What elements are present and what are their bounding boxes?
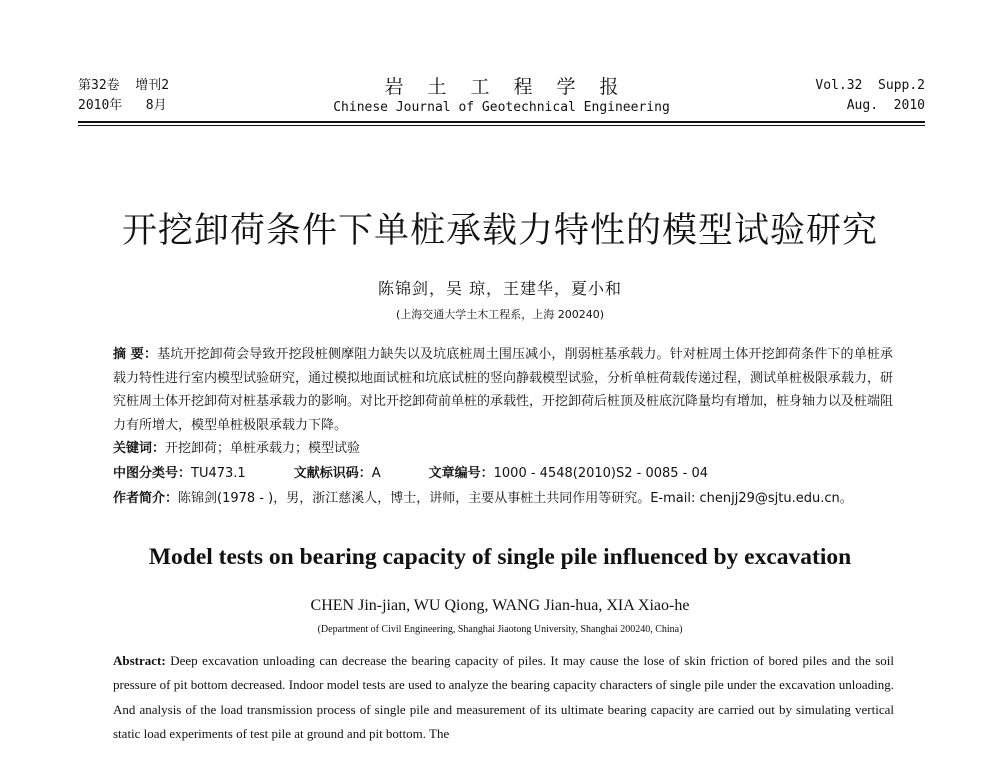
date-en: Aug. 2010 bbox=[846, 98, 925, 113]
article-no-value: 1000 - 4548(2010)S2 - 0085 - 04 bbox=[493, 466, 709, 481]
running-header bbox=[78, 76, 925, 118]
abstract-cn bbox=[113, 343, 893, 437]
authors-en: CHEN Jin-jian, WU Qiong, WANG Jian-hua, XIA Xiao-he bbox=[310, 597, 690, 614]
doc-code-label: 文献标识码： bbox=[293, 466, 372, 481]
bio-label: 作者简介： bbox=[113, 491, 179, 506]
doc-code-value: A bbox=[371, 466, 381, 481]
abstract-text-cn: 基坑开挖卸荷会导致开挖段桩侧摩阻力缺失以及坑底桩周土围压减小，削弱桩基承载力。针对桩周土体开挖卸荷条件下的单桩承载力特性进行室内模型试验研究，通过模拟地面试桩和坑底试桩的竖向静载模型试验，分析单桩荷载传递过程，测试单桩极限承载力，研究桩周土体开挖卸荷对桩基承载力的影响。对比开挖卸荷前单桩的承载性，开挖卸荷后桩顶及桩底沉降量均有增加，桩身轴力以及桩端阻力有所增大，模型单桩极限承载力下降。 bbox=[113, 347, 894, 433]
authors-cn: 陈锦剑，吴 琼，王建华，夏小和 bbox=[377, 279, 623, 298]
article-no-label: 文章编号： bbox=[428, 466, 494, 481]
article-title-cn: 开挖卸荷条件下单桩承载力特性的模型试验研究 bbox=[121, 211, 878, 251]
journal-name-cn: 岩土工程学报 bbox=[384, 76, 643, 98]
keywords-value: 开挖卸荷；单桩承载力；模型试验 bbox=[165, 441, 361, 456]
date-cn: 2010年 8月 bbox=[78, 98, 167, 113]
volume-cn: 第32卷 增刊2 bbox=[78, 78, 170, 93]
author-bio bbox=[113, 487, 903, 506]
abstract-label-en: Abstract: bbox=[113, 653, 166, 668]
abstract-en bbox=[113, 649, 894, 746]
header-right bbox=[815, 76, 925, 116]
clc-label: 中图分类号： bbox=[113, 466, 192, 481]
keywords-label: 关键词： bbox=[113, 441, 166, 456]
header-rule-thick bbox=[78, 121, 925, 123]
journal-name-en: Chinese Journal of Geotechnical Engineering bbox=[333, 100, 670, 115]
affiliation-en: (Department of Civil Engineering, Shanghai Jiaotong University, Shanghai 200240, China) bbox=[317, 624, 683, 635]
classification-line bbox=[113, 462, 903, 481]
article-title-en: Model tests on bearing capacity of single pile influenced by excavation bbox=[148, 544, 852, 570]
clc-value: TU473.1 bbox=[191, 466, 246, 481]
volume-en: Vol.32 Supp.2 bbox=[815, 78, 925, 93]
header-center bbox=[78, 76, 925, 117]
abstract-text-en: Deep excavation unloading can decrease the bearing capacity of piles. It may cause the lose of skin friction of bored piles and the soil pressure of pit bottom decreased. Indoor model tests are used to analyze the bearing capacity characters of single pile under the excavation unloading. And analysis of the load transmission process of single pile and measurement of its ultimate bearing capacity are carried out by simulating vertical static load experiments of test pile at ground and pit bottom. The bbox=[113, 653, 895, 741]
bio-text: 陈锦剑(1978 - )，男，浙江慈溪人，博士，讲师，主要从事桩土共同作用等研究。E-mail: chenjj29@sjtu.edu.cn。 bbox=[178, 491, 853, 506]
keywords-cn bbox=[113, 437, 903, 456]
header-rule-thin bbox=[78, 125, 925, 126]
affiliation-cn: (上海交通大学土木工程系，上海 200240) bbox=[395, 308, 605, 321]
abstract-label-cn: 摘 要： bbox=[113, 347, 158, 362]
